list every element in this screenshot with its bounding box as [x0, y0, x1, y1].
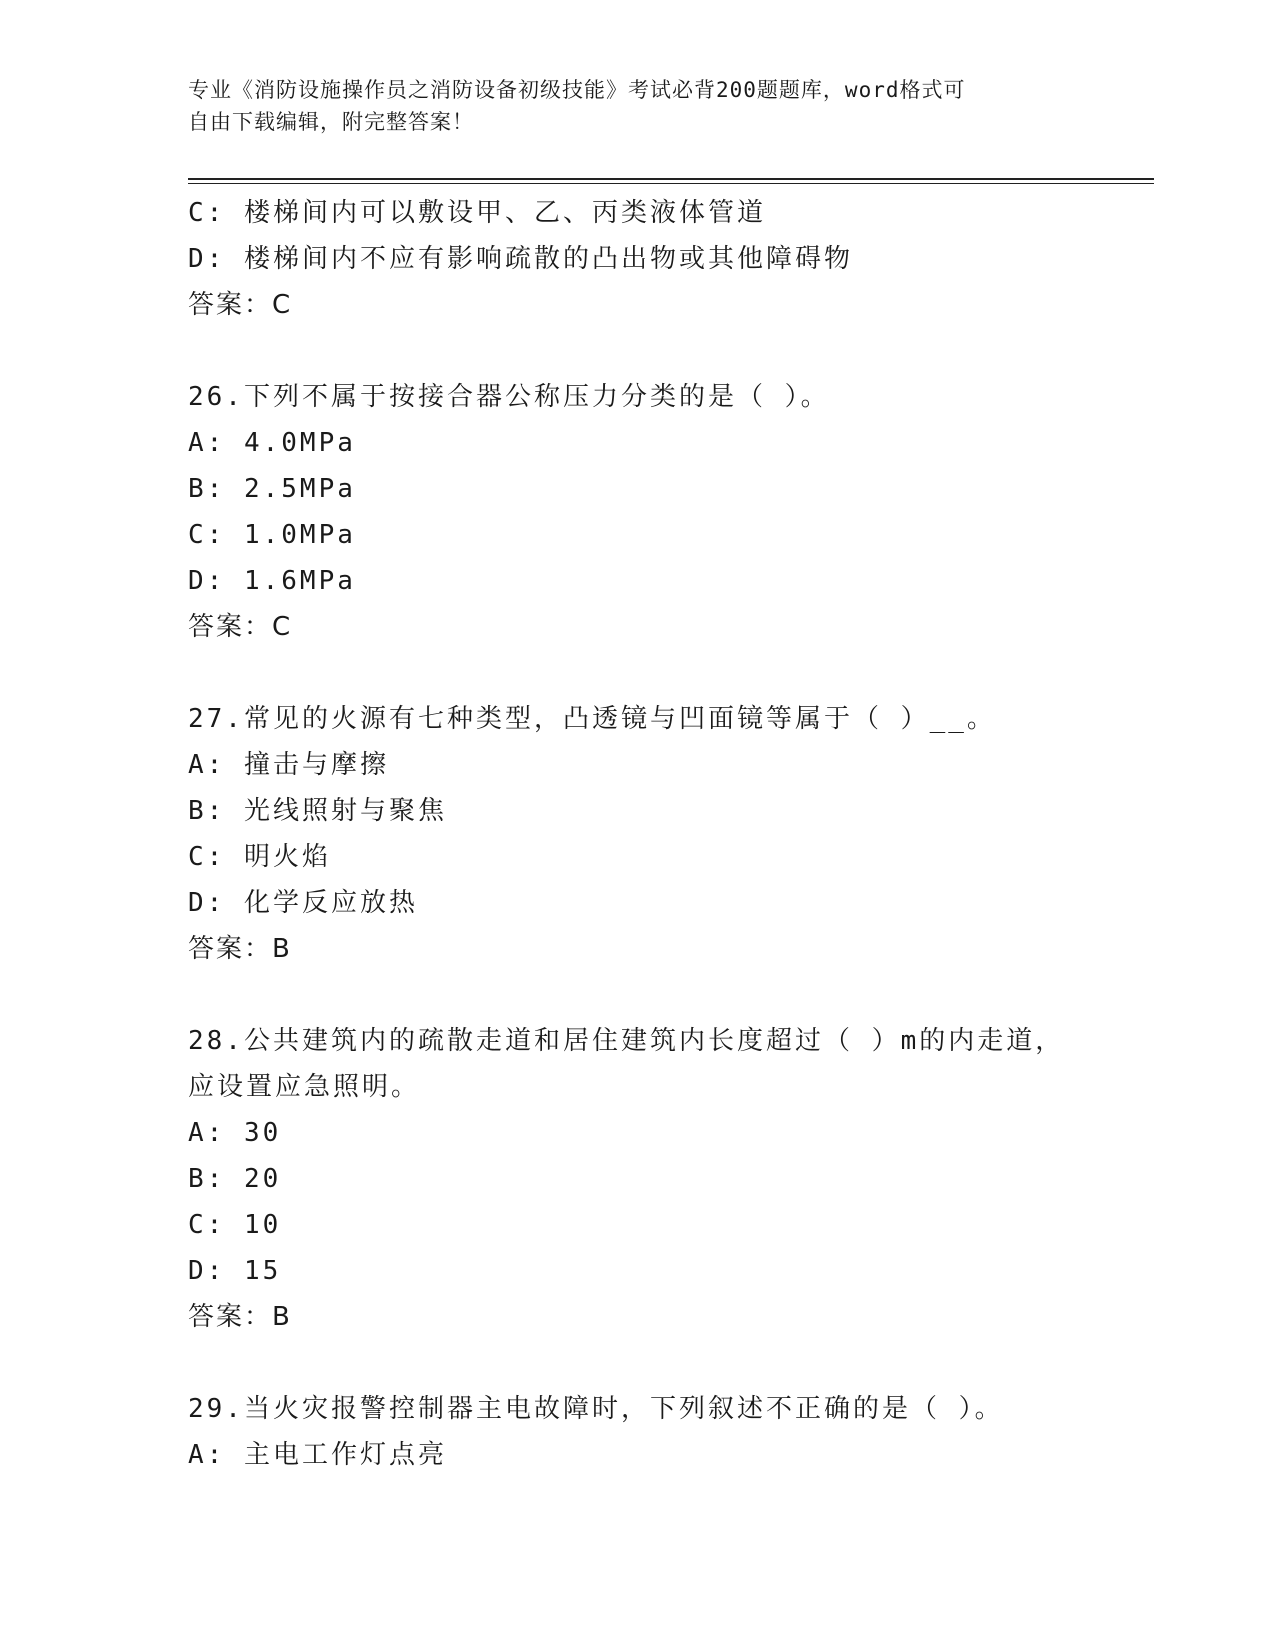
option-a: A: 4.0MPa [188, 428, 356, 458]
option-c: C: 1.0MPa [188, 520, 356, 550]
option-d: D: 15 [188, 1256, 282, 1286]
question-29 [188, 1386, 1088, 1478]
option-d: D: 1.6MPa [188, 566, 356, 596]
header-line-2: 自由下载编辑，附完整答案！ [188, 110, 474, 134]
header-rule-thick [188, 178, 1154, 180]
question-stem: 27.常见的火源有七种类型，凸透镜与凹面镜等属于（ ）__。 [188, 704, 996, 734]
question-27 [188, 696, 1088, 972]
answer: 答案：B [188, 934, 292, 964]
question-stem: 26.下列不属于按接合器公称压力分类的是（ ）。 [188, 382, 830, 412]
option-b: B: 20 [188, 1164, 282, 1194]
document-header [188, 74, 1068, 138]
question-28 [188, 1018, 1088, 1340]
answer: 答案：B [188, 1302, 292, 1332]
answer: 答案：C [188, 612, 293, 642]
spacer [188, 328, 1088, 374]
option-c: C: 楼梯间内可以敷设甲、乙、丙类液体管道 [188, 198, 766, 228]
option-b: B: 光线照射与聚焦 [188, 796, 447, 826]
question-list [188, 190, 1088, 1478]
question-stem-continued: 应设置应急照明。 [188, 1072, 421, 1102]
option-a: A: 30 [188, 1118, 282, 1148]
option-d: D: 化学反应放热 [188, 888, 418, 918]
option-a: A: 撞击与摩擦 [188, 750, 389, 780]
spacer [188, 1340, 1088, 1386]
spacer [188, 972, 1088, 1018]
option-c: C: 明火焰 [188, 842, 331, 872]
header-rule-thin [188, 183, 1154, 184]
question-stem: 29.当火灾报警控制器主电故障时，下列叙述不正确的是（ ）。 [188, 1394, 1004, 1424]
answer: 答案：C [188, 290, 293, 320]
previous-question-tail [188, 190, 1088, 328]
question-stem: 28.公共建筑内的疏散走道和居住建筑内长度超过（ ）m的内走道， [188, 1026, 1065, 1056]
question-26 [188, 374, 1088, 650]
option-c: C: 10 [188, 1210, 282, 1240]
option-a: A: 主电工作灯点亮 [188, 1440, 447, 1470]
header-line-1: 专业《消防设施操作员之消防设备初级技能》考试必背200题题库，word格式可 [188, 78, 966, 102]
option-d: D: 楼梯间内不应有影响疏散的凸出物或其他障碍物 [188, 244, 853, 274]
option-b: B: 2.5MPa [188, 474, 356, 504]
spacer [188, 650, 1088, 696]
